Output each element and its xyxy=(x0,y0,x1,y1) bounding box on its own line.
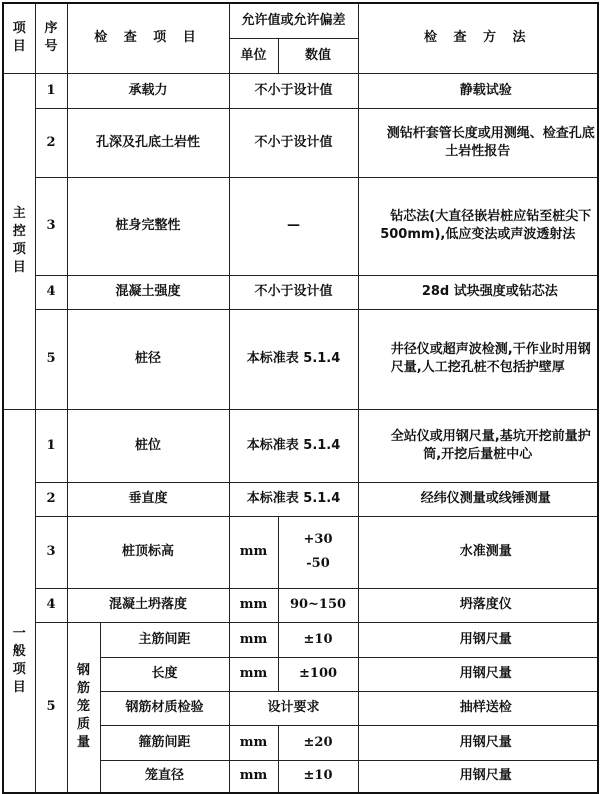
item-cell: 垂直度 xyxy=(67,482,229,516)
method-cell: 水准测量 xyxy=(358,516,598,588)
seq-cell: 3 xyxy=(35,177,67,275)
tolerance-cell: 不小于设计值 xyxy=(229,275,358,309)
header-value: 数值 xyxy=(278,38,358,73)
value-cell: ±100 xyxy=(278,657,358,691)
item-cell: 混凝土坍落度 xyxy=(67,588,229,622)
tolerance-cell: 本标准表 5.1.4 xyxy=(229,409,358,482)
tolerance-cell: 本标准表 5.1.4 xyxy=(229,309,358,409)
method-cell: 用钢尺量 xyxy=(358,760,598,793)
unit-cell: mm xyxy=(229,588,278,622)
seq-cell: 3 xyxy=(35,516,67,588)
method-cell: 静载试验 xyxy=(358,73,598,108)
method-cell: 井径仪或超声波检测,干作业时用钢尺量,人工挖孔桩不包括护壁厚 xyxy=(358,309,598,409)
value-cell: ±10 xyxy=(278,760,358,793)
table-row xyxy=(3,309,598,409)
tolerance-cell: — xyxy=(229,177,358,275)
value-lower: -50 xyxy=(306,556,330,571)
method-cell: 28d 试块强度或钻芯法 xyxy=(358,275,598,309)
value-cell: 90~150 xyxy=(278,588,358,622)
value-cell: ±10 xyxy=(278,622,358,657)
seq-cell: 5 xyxy=(35,622,67,793)
item-cell: 混凝土强度 xyxy=(67,275,229,309)
method-cell: 用钢尺量 xyxy=(358,657,598,691)
seq-cell: 2 xyxy=(35,482,67,516)
unit-cell: mm xyxy=(229,622,278,657)
table-row xyxy=(3,482,598,516)
method-cell: 经纬仪测量或线锤测量 xyxy=(358,482,598,516)
seq-cell: 1 xyxy=(35,73,67,108)
tolerance-cell: 本标准表 5.1.4 xyxy=(229,482,358,516)
item-cell: 主筋间距 xyxy=(100,622,229,657)
table-row xyxy=(3,177,598,275)
seq-cell: 4 xyxy=(35,588,67,622)
inspection-standard-table xyxy=(2,2,599,794)
seq-cell: 5 xyxy=(35,309,67,409)
seq-cell: 1 xyxy=(35,409,67,482)
item-cell: 桩顶标高 xyxy=(67,516,229,588)
tolerance-cell: 设计要求 xyxy=(229,691,358,725)
method-cell: 钻芯法(大直径嵌岩桩应钻至桩尖下 500mm),低应变法或声波透射法 xyxy=(358,177,598,275)
item-cell: 箍筋间距 xyxy=(100,725,229,760)
table-row xyxy=(3,622,598,657)
item-cell: 钢筋材质检验 xyxy=(100,691,229,725)
value-upper: +30 xyxy=(303,532,333,547)
header-row-1 xyxy=(3,3,598,38)
item-cell: 承载力 xyxy=(67,73,229,108)
table-row xyxy=(3,516,598,588)
table-row xyxy=(3,108,598,177)
category-main-control: 主控项目 xyxy=(3,73,35,409)
table-row xyxy=(3,73,598,108)
header-method: 检 查 方 法 xyxy=(358,3,598,73)
seq-cell: 2 xyxy=(35,108,67,177)
item-cell: 笼直径 xyxy=(100,760,229,793)
tolerance-cell: 不小于设计值 xyxy=(229,108,358,177)
value-cell: ±20 xyxy=(278,725,358,760)
header-seq: 序号 xyxy=(35,3,67,73)
category-general: 一般项目 xyxy=(3,409,35,793)
method-cell: 全站仪或用钢尺量,基坑开挖前量护筒,开挖后量桩中心 xyxy=(358,409,598,482)
method-cell: 测钻杆套管长度或用测绳、检查孔底土岩性报告 xyxy=(358,108,598,177)
header-category: 项目 xyxy=(3,3,35,73)
method-cell: 抽样送检 xyxy=(358,691,598,725)
method-cell: 用钢尺量 xyxy=(358,725,598,760)
unit-cell: mm xyxy=(229,725,278,760)
value-cell xyxy=(278,516,358,588)
header-tolerance-group: 允许值或允许偏差 xyxy=(229,3,358,38)
item-cell: 桩径 xyxy=(67,309,229,409)
header-unit: 单位 xyxy=(229,38,278,73)
unit-cell: mm xyxy=(229,516,278,588)
item-cell: 桩身完整性 xyxy=(67,177,229,275)
table-row xyxy=(3,275,598,309)
seq-cell: 4 xyxy=(35,275,67,309)
header-item: 检 查 项 目 xyxy=(67,3,229,73)
tolerance-cell: 不小于设计值 xyxy=(229,73,358,108)
unit-cell: mm xyxy=(229,760,278,793)
cage-label: 钢筋笼质量 xyxy=(67,622,100,793)
table-row xyxy=(3,588,598,622)
unit-cell: mm xyxy=(229,657,278,691)
item-cell: 孔深及孔底土岩性 xyxy=(67,108,229,177)
method-cell: 坍落度仪 xyxy=(358,588,598,622)
item-cell: 长度 xyxy=(100,657,229,691)
item-cell: 桩位 xyxy=(67,409,229,482)
table-row xyxy=(3,409,598,482)
method-cell: 用钢尺量 xyxy=(358,622,598,657)
